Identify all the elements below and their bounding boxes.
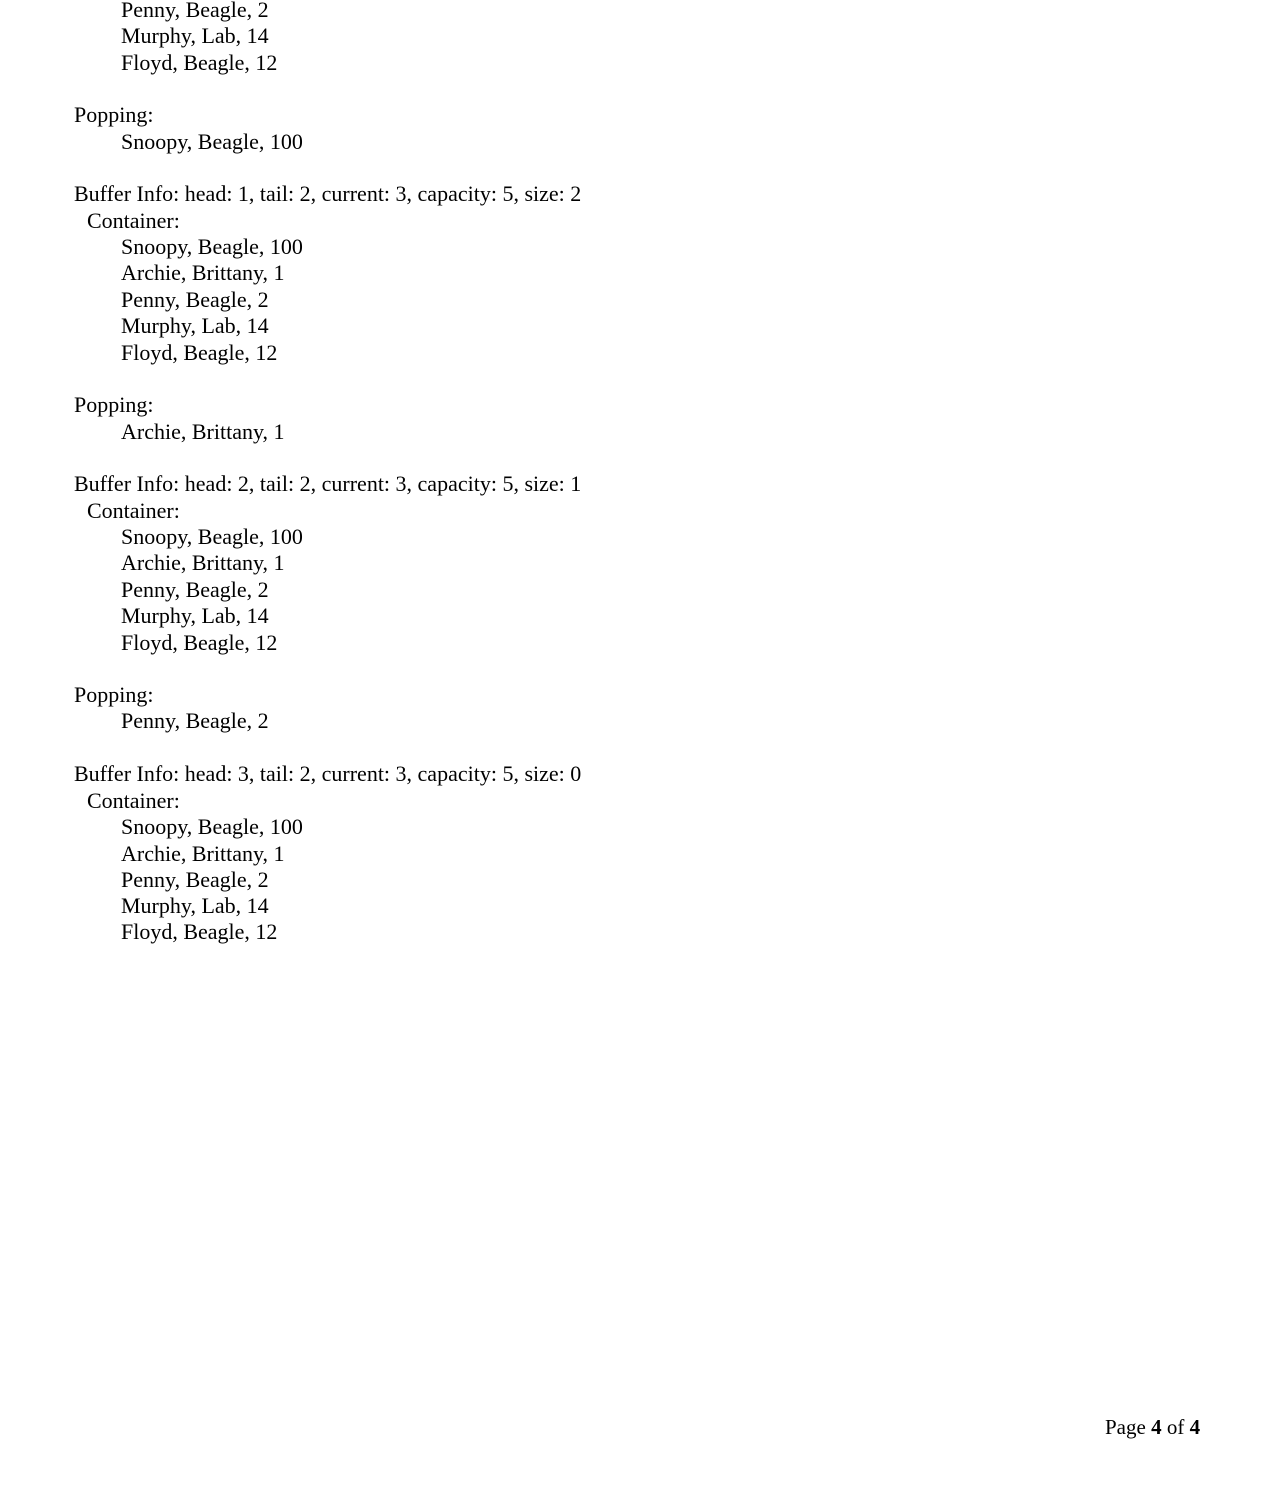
list-item: Floyd, Beagle, 12 <box>121 919 278 944</box>
page-number-current: 4 <box>1151 1415 1162 1439</box>
list-item: Floyd, Beagle, 12 <box>121 630 278 655</box>
popping-label: Popping: <box>74 102 154 127</box>
list-item: Penny, Beagle, 2 <box>121 708 269 733</box>
list-item: Penny, Beagle, 2 <box>121 577 269 602</box>
list-item: Snoopy, Beagle, 100 <box>121 129 303 154</box>
page-number-prefix: Page <box>1105 1415 1152 1439</box>
list-item: Archie, Brittany, 1 <box>121 841 285 866</box>
list-item: Snoopy, Beagle, 100 <box>121 234 303 259</box>
list-item: Archie, Brittany, 1 <box>121 550 285 575</box>
list-item: Murphy, Lab, 14 <box>121 893 269 918</box>
list-item: Archie, Brittany, 1 <box>121 260 285 285</box>
popping-label: Popping: <box>74 682 154 707</box>
list-item: Murphy, Lab, 14 <box>121 603 269 628</box>
list-item: Archie, Brittany, 1 <box>121 419 285 444</box>
list-item: Penny, Beagle, 2 <box>121 0 269 22</box>
container-label: Container: <box>87 788 180 813</box>
list-item: Floyd, Beagle, 12 <box>121 340 278 365</box>
container-label: Container: <box>87 498 180 523</box>
page-number-of: of <box>1161 1415 1190 1439</box>
list-item: Penny, Beagle, 2 <box>121 287 269 312</box>
list-item: Murphy, Lab, 14 <box>121 23 269 48</box>
list-item: Snoopy, Beagle, 100 <box>121 524 303 549</box>
buffer-info-line: Buffer Info: head: 2, tail: 2, current: 3, capacity: 5, size: 1 <box>74 471 582 496</box>
page-number <box>1105 1414 1200 1440</box>
buffer-info-line: Buffer Info: head: 1, tail: 2, current: 3, capacity: 5, size: 2 <box>74 181 582 206</box>
container-label: Container: <box>87 208 180 233</box>
list-item: Snoopy, Beagle, 100 <box>121 814 303 839</box>
buffer-info-line: Buffer Info: head: 3, tail: 2, current: 3, capacity: 5, size: 0 <box>74 761 582 786</box>
list-item: Murphy, Lab, 14 <box>121 313 269 338</box>
list-item: Floyd, Beagle, 12 <box>121 50 278 75</box>
list-item: Penny, Beagle, 2 <box>121 867 269 892</box>
page-number-total: 4 <box>1189 1415 1201 1439</box>
popping-label: Popping: <box>74 392 154 417</box>
